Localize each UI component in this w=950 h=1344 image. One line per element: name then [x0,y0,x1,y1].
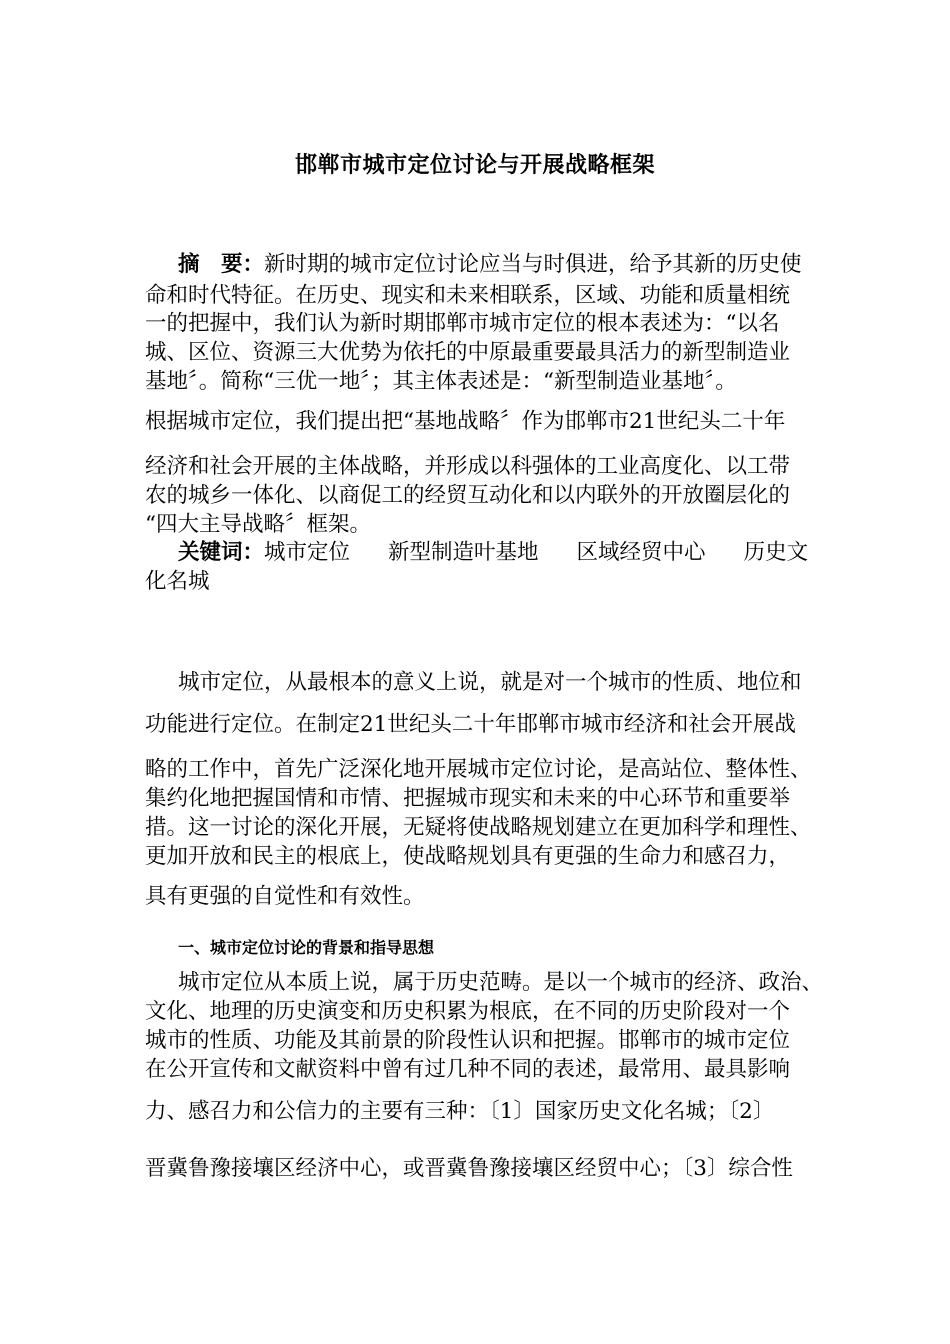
document-title: 邯郸市城市定位讨论与开展战略框架 [294,153,655,178]
intro-line: 集约化地把握国情和市情、把握城市现实和未来的中心环节和重要举 [145,786,791,811]
keyword: 新型制造叶基地 [388,540,539,565]
abstract-label: 摘 要： [178,252,265,277]
intro-line: 更加开放和民主的根底上，使战略规划具有更强的生命力和感召力， [145,844,791,869]
section-line: 在公开宣传和文献资料中曾有过几种不同的表述，最常用、最具影响 [145,1057,791,1082]
keywords-label: 关键词： [178,540,265,565]
keywords-line [178,538,808,568]
keyword: 历史文 [743,540,809,565]
abstract-line: 根据城市定位，我们提出把“基地战略〞作为邯郸市21世纪头二十年 [145,409,786,434]
section-line: 晋冀鲁豫接壤区经济中心，或晋冀鲁豫接壤区经贸中心；〔3〕综合性 [145,1156,793,1181]
intro-line: 具有更强的自觉性和有效性。 [145,884,425,909]
keywords-line: 化名城 [145,569,210,594]
abstract-line: 命和时代特征。在历史、现实和未来相联系，区域、功能和质量相统 [145,283,791,308]
abstract-line: 基地〞。简称“三优一地〞；其主体表述是：“新型制造业基地〞。 [145,369,737,394]
abstract-line: 农的城乡一体化、以商促工的经贸互动化和以内联外的开放圈层化的 [145,483,791,508]
abstract-line: 经济和社会开展的主体战略，并形成以科强体的工业高度化、以工带 [145,454,791,479]
abstract-text: 新时期的城市定位讨论应当与时俱进，给予其新的历史使 [264,252,802,277]
section-line: 城市的性质、功能及其前景的阶段性认识和把握。邯郸市的城市定位 [145,1028,791,1053]
abstract-line: “四大主导战略〞框架。 [145,512,371,537]
intro-line: 功能进行定位。在制定21世纪头二十年邯郸市城市经济和社会开展战 [145,712,796,737]
section-line: 文化、地理的历史演变和历史积累为根底，在不同的历史阶段对一个 [145,999,791,1024]
abstract-line: 一的把握中，我们认为新时期邯郸市城市定位的根本表述为：“以名 [145,311,780,336]
abstract-line: 城、区位、资源三大优势为依托的中原最重要最具活力的新型制造业 [145,340,791,365]
section-line: 力、感召力和公信力的主要有三种：〔1〕国家历史文化名城；〔2〕 [145,1099,775,1124]
abstract-line [178,250,802,280]
intro-line: 略的工作中，首先广泛深化地开展城市定位讨论，是高站位、整体性、 [145,757,812,782]
intro-line: 城市定位，从最根本的意义上说，就是对一个城市的性质、地位和 [178,670,802,695]
keyword: 区域经贸中心 [576,540,706,565]
section-heading: 一、城市定位讨论的背景和指导思想 [178,938,435,957]
keyword: 城市定位 [264,540,351,565]
intro-line: 措。这一讨论的深化开展，无疑将使战略规划建立在更加科学和理性、 [145,815,812,840]
section-line: 城市定位从本质上说，属于历史范畴。是以一个城市的经济、政治、 [178,970,824,995]
